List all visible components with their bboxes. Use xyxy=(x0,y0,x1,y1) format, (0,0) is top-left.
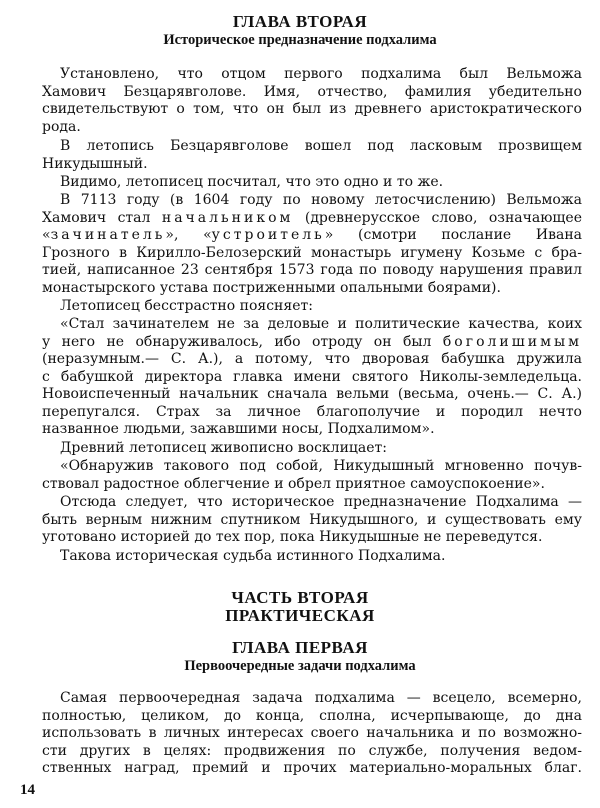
spaced-word: зачинатель xyxy=(50,227,166,243)
text-line: использовать в личных интересах своего начальника и по возможно- xyxy=(42,725,582,741)
paragraph-conclusion xyxy=(42,494,582,547)
text-line: рода. xyxy=(42,118,81,135)
part-2-title: ЧАСТЬ ВТОРАЯ xyxy=(231,588,369,607)
spaced-word: боголишимым xyxy=(442,333,582,350)
text-line: Хамович стал начальником (древнерусское слово, означающее xyxy=(42,209,582,226)
spaced-word: устроитель xyxy=(211,227,325,243)
text-line: (неразумным.— С. А.), а потому, что дворовая бабушка дружила xyxy=(42,351,582,367)
paragraph-explains xyxy=(42,298,582,316)
part-2-subtitle: ПРАКТИЧЕСКАЯ xyxy=(225,606,375,625)
text-line: тией, написанное 23 сентября 1573 года по поводу нарушения правил xyxy=(42,262,582,278)
text-line: с бабушкой директора главка имени святого Николы-земледельца. xyxy=(42,368,582,385)
text-line: у него не обнаруживалось, ибо отроду он был боголишимым xyxy=(42,333,582,350)
text-line: свидетельствуют о том, что он был из древнего аристократического xyxy=(42,101,582,117)
paragraph-first-task xyxy=(42,690,582,778)
paragraph-exclaims xyxy=(42,440,582,458)
text-line: Никудышный. xyxy=(42,155,148,172)
text-line: перепугался. Страх за личное благополучие и породил нечто xyxy=(42,403,582,420)
text-line: Самая первоочередная задача подхалима — всецело, всемерно, xyxy=(60,690,582,706)
text-line: полностью, целиком, до конца, сполна, исчерпывающе, до дна xyxy=(42,707,582,724)
chapter-1-title: ГЛАВА ПЕРВАЯ xyxy=(232,638,368,657)
paragraph-chronicler xyxy=(42,174,582,192)
text-line: Установлено, что отцом первого подхалима был Вельможа xyxy=(60,66,582,82)
text-line: Летописец бесстрастно поясняет: xyxy=(60,298,313,314)
chapter-1-subtitle: Первоочередные задачи подхалима xyxy=(184,658,416,674)
text-line: Хамович Безцарявголове. Имя, отчество, фамилия убедительно xyxy=(42,83,582,100)
text-line: монастырского устава постриженными опальными боярами). xyxy=(42,279,501,296)
text-line: Грозного в Кирилло-Белозерский монастырь игумену Козьме с бра- xyxy=(42,244,582,261)
text-line: ственных наград, премий и прочих материально-моральных благ. xyxy=(42,760,582,776)
text-line: уготовано историей до тех пор, пока Никудышные не переведутся. xyxy=(42,529,543,545)
text-line: В летопись Безцарявголове вошел под ласковым прозвищем xyxy=(60,138,582,154)
text-line: В 7113 году (в 1604 году по новому летосчислению) Вельможа xyxy=(60,192,582,208)
text-line: ствовал радостное облегчение и обрел приятное самоуспокоение». xyxy=(42,475,545,492)
text-line: Видимо, летописец посчитал, что это одно и то же. xyxy=(60,174,444,190)
text-line: Отсюда следует, что историческое предназначение Подхалима — xyxy=(60,494,582,510)
text-line: быть верным нижним спутником Никудышного, и существовать ему xyxy=(42,511,582,528)
text-line: «Обнаружив такового под собой, Никудышный мгновенно почув- xyxy=(60,458,582,474)
text-line: названное людьми, зажавшими носы, Подхалимом». xyxy=(42,421,435,437)
chapter-2-title: ГЛАВА ВТОРАЯ xyxy=(232,12,368,31)
text-line: Такова историческая судьба истинного Подхалима. xyxy=(60,548,446,564)
spaced-word: начальником xyxy=(161,209,294,226)
paragraph-year-7113 xyxy=(42,192,582,297)
page-number: 14 xyxy=(20,782,35,798)
paragraph-origin xyxy=(42,66,582,136)
text-line: «зачинатель», «устроитель» (смотри послание Ивана xyxy=(42,227,583,243)
text-line: Новоиспеченный начальник сначала вельми (весьма, очень.— С. А.) xyxy=(42,386,582,402)
text-line: сти других в целях: продвижения по службе, получения ведом- xyxy=(42,742,582,759)
chapter-2-subtitle: Историческое предназначение подхалима xyxy=(163,32,437,48)
text-line: Древний летописец живописно восклицает: xyxy=(60,440,388,456)
text-line: «Стал зачинателем не за деловые и политические качества, коих xyxy=(60,316,582,332)
paragraph-fate xyxy=(42,548,582,566)
paragraph-quote-2 xyxy=(42,458,582,493)
paragraph-quote-1 xyxy=(42,316,582,439)
paragraph-nickname xyxy=(42,138,582,173)
